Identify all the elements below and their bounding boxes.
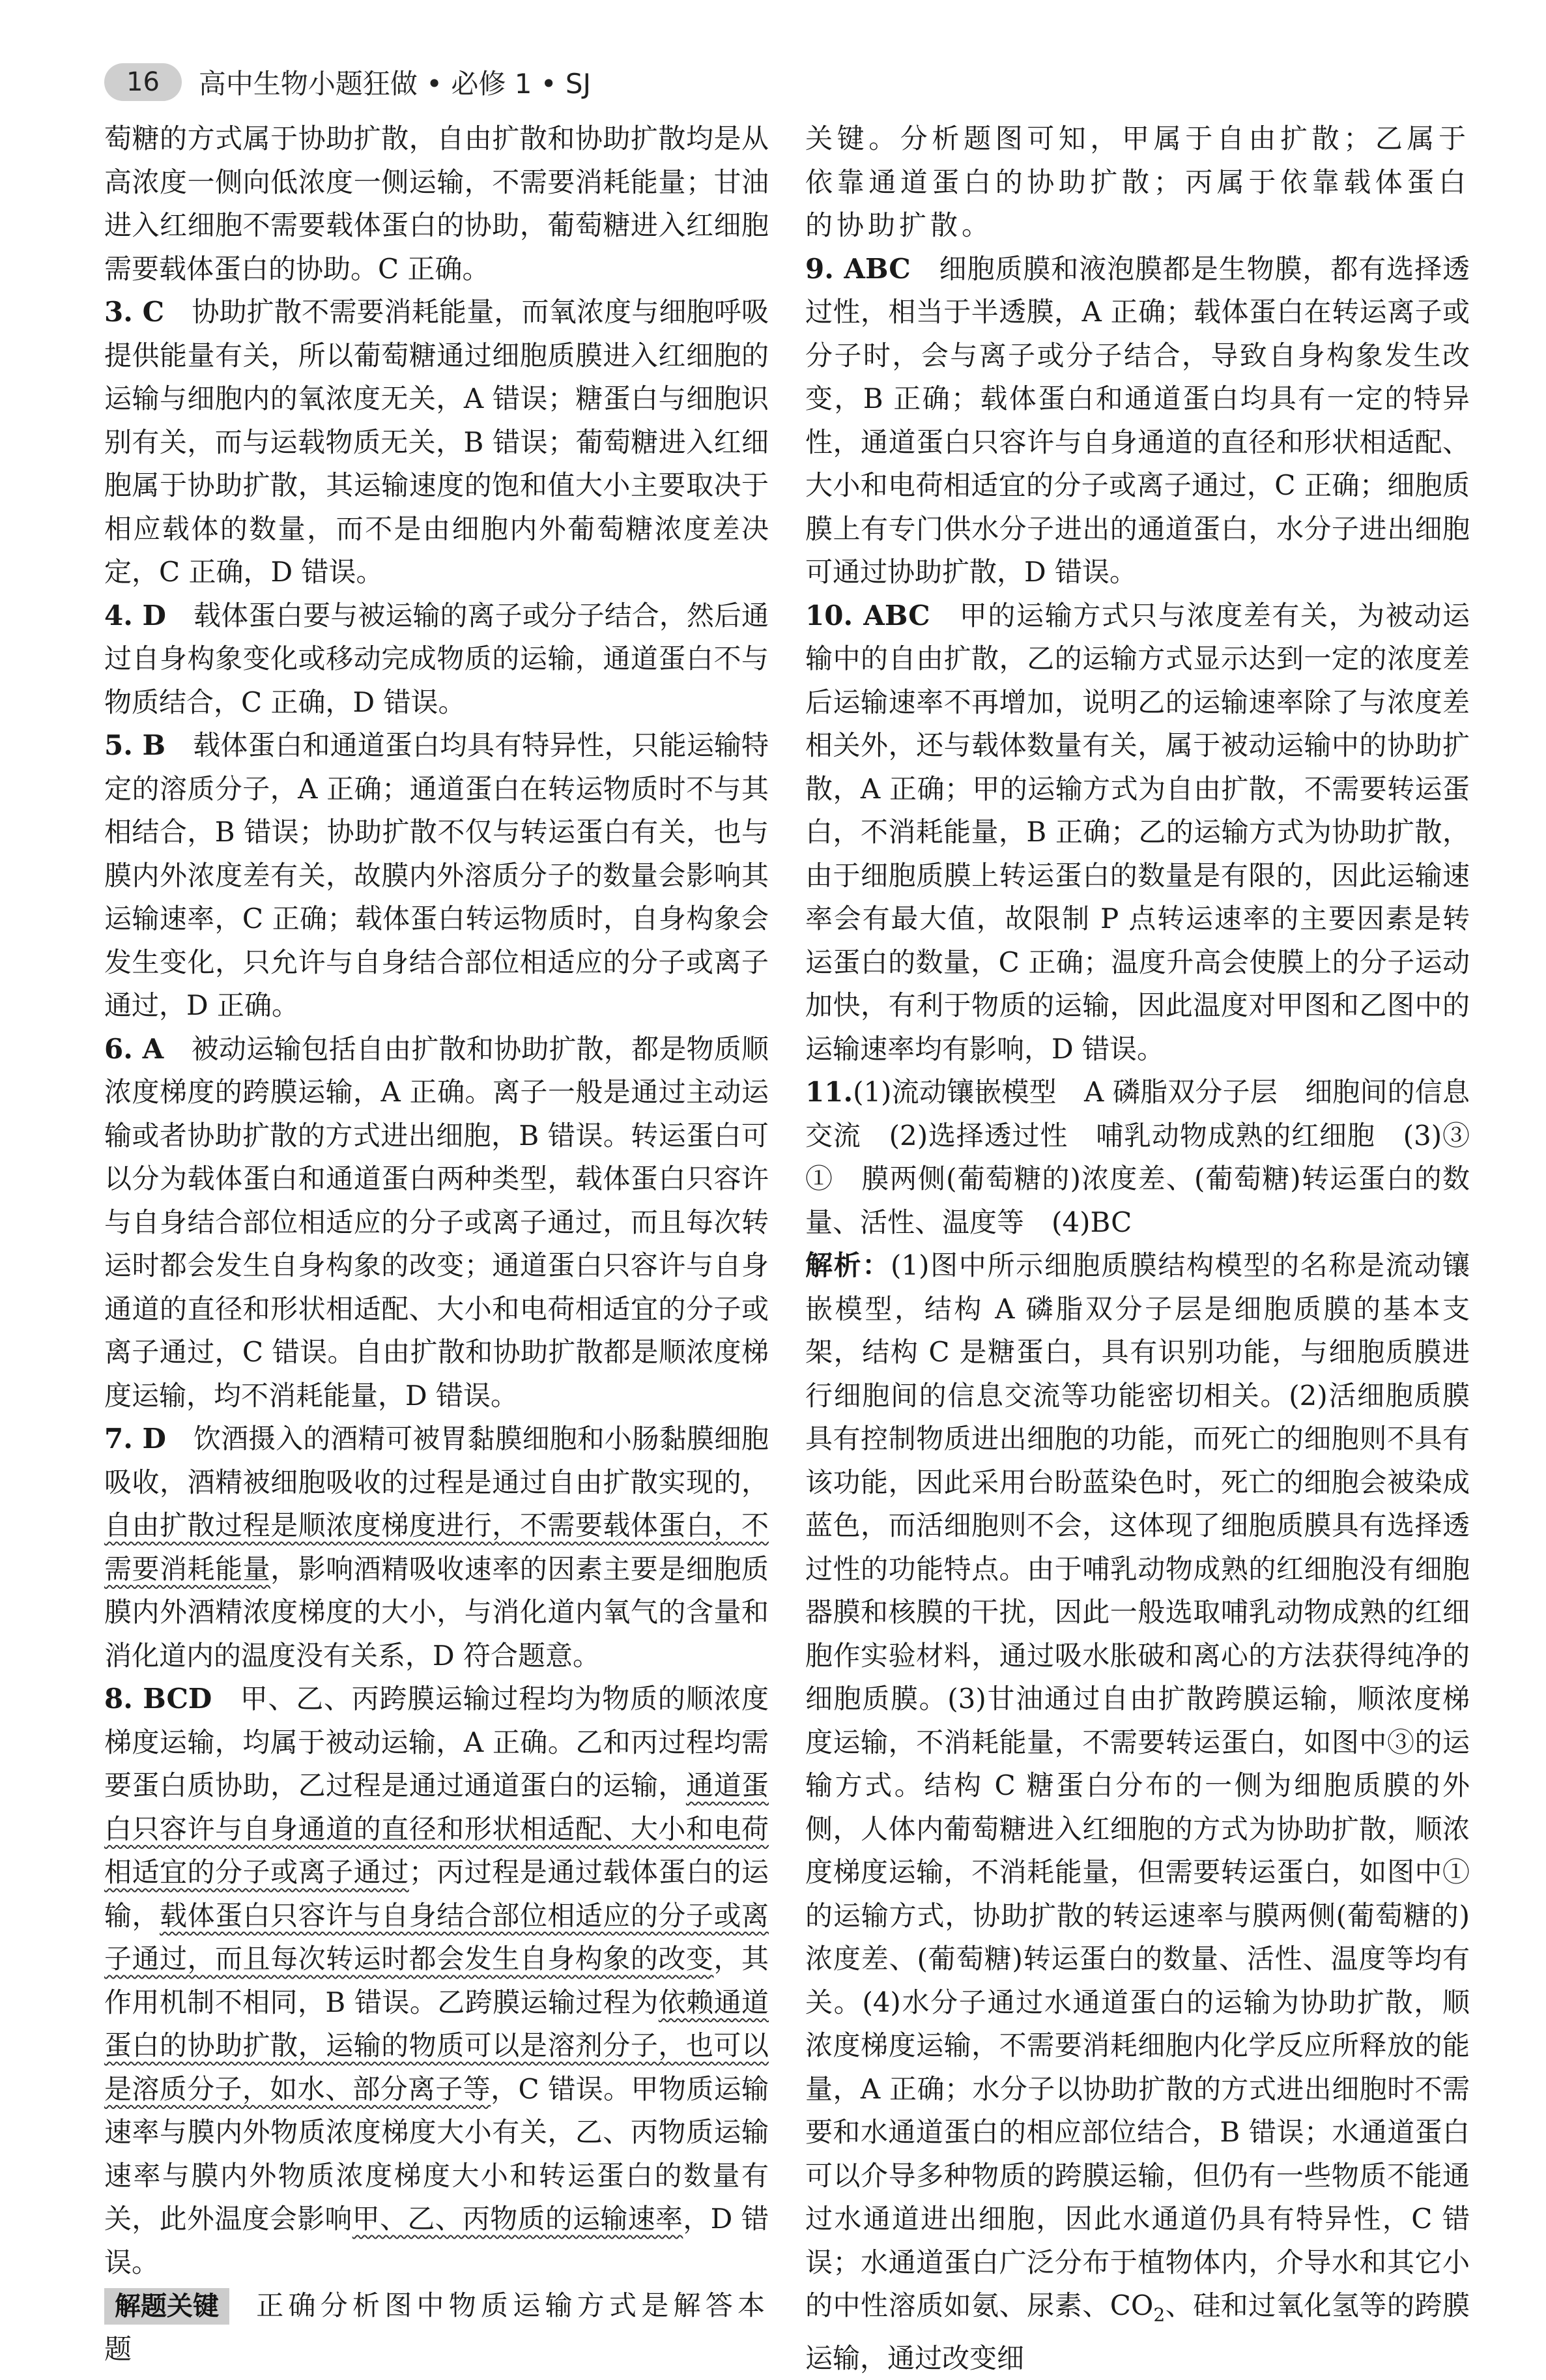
left-column — [104, 117, 769, 2371]
answer-5-text: 载体蛋白和通道蛋白均具有特异性，只能运输特定的溶质分子，A 正确；通道蛋白在转运物质时不与其相结合，B 错误；协助扩散不仅与转运蛋白有关，也与膜内外浓度差有关，故膜内外溶质分子的数量会影响其运输速率，C 正确；载体蛋白转运物质时，自身构象会发生变化，只允许与自身结合部位相适应的分子或离子通过，D 正确。 — [104, 729, 769, 1021]
answer-11-analysis — [805, 1244, 1470, 2380]
answer-3-text: 协助扩散不需要消耗能量，而氧浓度与细胞呼吸提供能量有关，所以葡萄糖通过细胞质膜进入红细胞的运输与细胞内的氧浓度无关，A 错误；糖蛋白与细胞识别有关，而与运载物质无关，B 错误；葡萄糖进入红细胞属于协助扩散，其运输速度的饱和值大小主要取决于相应载体的数量，而不是由细胞内外葡萄糖浓度差决定，C 正确，D 错误。 — [104, 296, 769, 588]
page-header — [104, 63, 591, 102]
answer-9-text: 细胞质膜和液泡膜都是生物膜，都有选择透过性，相当于半透膜，A 正确；载体蛋白在转运离子或分子时，会与离子或分子结合，导致自身构象发生改变，B 正确；载体蛋白和通道蛋白均具有一定的特异性，通道蛋白只容许与自身通道的直径和形状相适配、大小和电荷相适宜的分子或离子通过，C 正确；细胞质膜上有专门供水分子进出的通道蛋白，水分子进出细胞可通过协助扩散，D 错误。 — [805, 252, 1470, 588]
answer-8-text-5: ，D 错误。 — [104, 2203, 769, 2278]
answer-7 — [104, 1417, 769, 1677]
page-number: 16 — [104, 63, 182, 101]
answer-3 — [104, 291, 769, 594]
answer-10-number: 10. ABC — [805, 599, 930, 631]
answer-5 — [104, 724, 769, 1028]
key-point-text: 正确分析图中物质运输方式是解答本题 — [104, 2289, 769, 2365]
answer-8-text-2: ；丙过程是通过载体蛋白的运输， — [104, 1856, 769, 1932]
answer-7-number: 7. D — [104, 1423, 166, 1455]
key-point-badge: 解题关键 — [104, 2288, 229, 2325]
answer-10-text: 甲的运输方式只与浓度差有关，为被动运输中的自由扩散，乙的运输方式显示达到一定的浓度差后运输速率不再增加，说明乙的运输速率除了与浓度差相关外，还与载体数量有关，属于被动运输中的协助扩散，A 正确；甲的运输方式为自由扩散，不需要转运蛋白，不消耗能量，B 正确；乙的运输方式为协助扩散，由于细胞质膜上转运蛋白的数量是有限的，因此运输速率会有最大值，故限制 P 点转运速率的主要因素是转运蛋白的数量，C 正确；温度升高会使膜上的分子运动加快，有利于物质的运输，因此温度对甲图和乙图中的运输速率均有影响，D 错误。 — [805, 599, 1470, 1065]
answer-6 — [104, 1028, 769, 1418]
intro-paragraph — [104, 117, 769, 291]
analysis-text-a: (1)图中所示细胞质膜结构模型的名称是流动镶嵌模型，结构 A 磷脂双分子层是细胞质膜的基本支架，结构 C 是糖蛋白，具有识别功能，与细胞质膜进行细胞间的信息交流等功能密切相关。(2)活细胞质膜具有控制物质进出细胞的功能，而死亡的细胞则不具有该功能，因此采用台盼蓝染色时，死亡的细胞会被染成蓝色，而活细胞则不会，这体现了细胞质膜具有选择透过性的功能特点。由于哺乳动物成熟的红细胞没有细胞器膜和核膜的干扰，因此一般选取哺乳动物成熟的红细胞作实验材料，通过吸水胀破和离心的方法获得纯净的细胞质膜。(3)甘油通过自由扩散跨膜运输，顺浓度梯度运输，不消耗能量，不需要转运蛋白，如图中③的运输方式。结构 C 糖蛋白分布的一侧为细胞质膜的外侧，人体内葡萄糖进入红细胞的方式为协助扩散，顺浓度梯度运输，不消耗能量，但需要转运蛋白，如图中①的运输方式，协助扩散的转运速率与膜两侧(葡萄糖的)浓度差、(葡萄糖)转运蛋白的数量、活性、温度等均有关。(4)水分子通过水通道蛋白的运输为协助扩散，顺浓度梯度运输，不需要消耗细胞内化学反应所释放的能量，A 正确；水分子以协助扩散的方式进出细胞时不需要和水通道蛋白的相应部位结合，B 错误；水通道蛋白可以介导多种物质的跨膜运输，但仍有一些物质不能通过水通道进出细胞，因此水通道仍具有特异性，C 错误；水通道蛋白广泛分布于植物体内，介导水和其它小的中性溶质如氨、尿素、CO — [805, 1249, 1470, 2321]
answer-11-number: 11. — [805, 1076, 853, 1108]
answer-8-emphasis-2: 载体蛋白只容许与自身结合部位相适应的分子或离子通过，而且每次转运时都会发生自身构象的改变 — [104, 1899, 769, 1975]
answer-4-number: 4. D — [104, 599, 166, 631]
co2-subscript: 2 — [1153, 2304, 1166, 2326]
answer-6-text: 被动运输包括自由扩散和协助扩散，都是物质顺浓度梯度的跨膜运输，A 正确。离子一般是通过主动运输或者协助扩散的方式进出细胞，B 错误。转运蛋白可以分为载体蛋白和通道蛋白两种类型，载体蛋白只容许与自身结合部位相适应的分子或离子通过，而且每次转运时都会发生自身构象的改变；通道蛋白只容许与自身通道的直径和形状相适配、大小和电荷相适宜的分子或离子通过，C 错误。自由扩散和协助扩散都是顺浓度梯度运输，均不消耗能量，D 错误。 — [104, 1032, 769, 1412]
answer-8 — [104, 1677, 769, 2284]
answer-8-emphasis-3: 依赖通道蛋白的协助扩散，运输的物质可以是溶剂分子，也可以是溶质分子，如水、部分离子等 — [104, 1986, 769, 2105]
answer-7-text-a: 饮酒摄入的酒精可被胃黏膜细胞和小肠黏膜细胞吸收，酒精被细胞吸收的过程是通过自由扩散实现的， — [104, 1423, 769, 1498]
answer-8-text-4: ，C 错误。甲物质运输速率与膜内外物质浓度梯度大小有关，乙、丙物质运输速率与膜内外物质浓度梯度大小和转运蛋白的数量有关，此外温度会影响 — [104, 2072, 769, 2235]
answer-8-number: 8. BCD — [104, 1683, 212, 1715]
answer-8-text-3: ，其作用机制不相同，B 错误。乙跨膜运输过程为 — [104, 1943, 769, 2018]
analysis-text-b: 、硅和过氧化氢等的跨膜运输，通过改变细 — [805, 2289, 1470, 2374]
right-column — [805, 117, 1498, 2380]
answer-4-text: 载体蛋白要与被运输的离子或分子结合，然后通过自身构象变化或移动完成物质的运输，通道蛋白不与物质结合，C 正确，D 错误。 — [104, 599, 769, 718]
answer-7-emphasis: 自由扩散过程是顺浓度梯度进行，不需要载体蛋白，不需要消耗能量 — [104, 1509, 769, 1585]
answer-8-emphasis-4: 甲、乙、丙物质的运输速率 — [352, 2203, 683, 2235]
key-point-continued — [805, 117, 1470, 248]
answer-10 — [805, 594, 1470, 1071]
key-point — [104, 2284, 769, 2371]
answer-4 — [104, 594, 769, 725]
book-title: 高中生物小题狂做 • 必修 1 • SJ — [198, 68, 591, 100]
key-point-continued-text: 关键。分析题图可知，甲属于自由扩散；乙属于依靠通道蛋白的协助扩散；丙属于依靠载体蛋白的协助扩散。 — [805, 123, 1470, 241]
answer-11-answer: (1)流动镶嵌模型 A 磷脂双分子层 细胞间的信息交流 (2)选择透过性 哺乳动物成熟的红细胞 (3)③ ① 膜两侧(葡萄糖的)浓度差、(葡萄糖)转运蛋白的数量、活性、温度等 (4)BC — [805, 1076, 1498, 1238]
answer-3-number: 3. C — [104, 296, 165, 328]
answer-5-number: 5. B — [104, 729, 166, 761]
analysis-label: 解析： — [805, 1249, 891, 1281]
answer-7-text-b: ，影响酒精吸收速率的因素主要是细胞质膜内外酒精浓度梯度的大小，与消化道内氧气的含量和消化道内的温度没有关系，D 符合题意。 — [104, 1552, 769, 1672]
answer-6-number: 6. A — [104, 1032, 164, 1065]
answer-9 — [805, 248, 1470, 594]
answer-9-number: 9. ABC — [805, 252, 911, 285]
answer-11 — [805, 1071, 1498, 1244]
intro-text: 萄糖的方式属于协助扩散，自由扩散和协助扩散均是从高浓度一侧向低浓度一侧运输，不需要消耗能量；甘油进入红细胞不需要载体蛋白的协助，葡萄糖进入红细胞需要载体蛋白的协助。C 正确。 — [104, 123, 769, 285]
answer-8-emphasis-1: 通道蛋白只容许与自身通道的直径和形状相适配、大小和电荷相适宜的分子或离子通过 — [104, 1769, 769, 1888]
answer-8-text-1: 甲、乙、丙跨膜运输过程均为物质的顺浓度梯度运输，均属于被动运输，A 正确。乙和丙过程均需要蛋白质协助，乙过程是通过通道蛋白的运输， — [104, 1683, 769, 1801]
